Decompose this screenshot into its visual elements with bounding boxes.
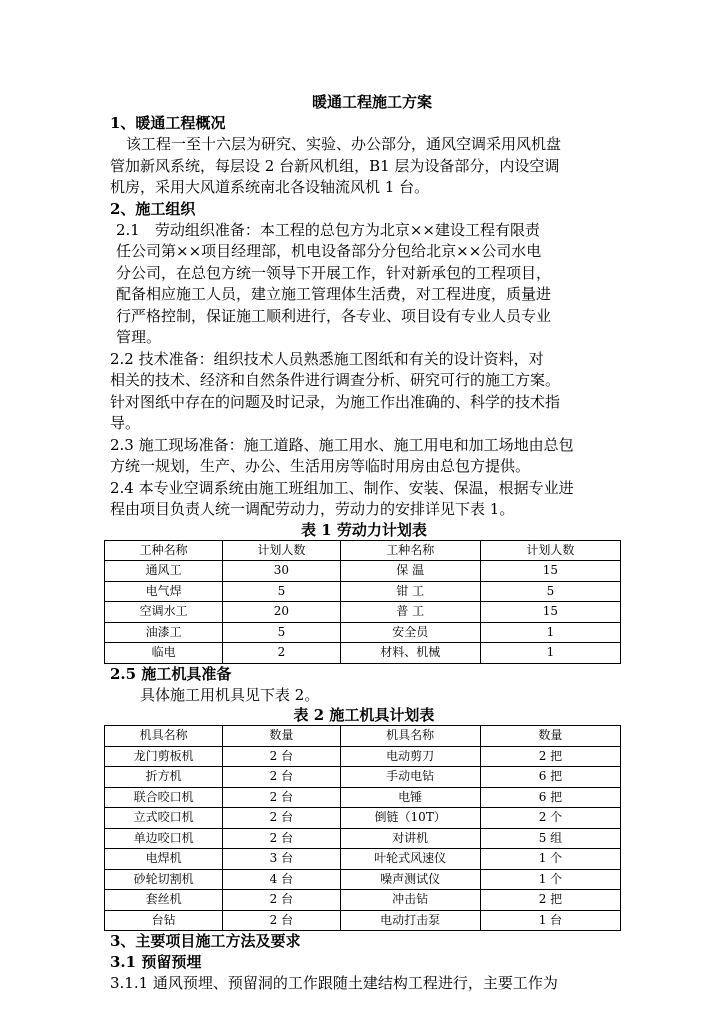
table-cell: 2 台 [223, 746, 340, 767]
section-1-heading: 1、暖通工程概况 [110, 114, 226, 132]
table-cell: 冲击钻 [340, 890, 480, 911]
table-row [105, 787, 621, 808]
equipment-plan-table [104, 725, 621, 931]
section-2-1-line: 管理。 [116, 328, 162, 346]
section-2-1-line: 配备相应施工人员，建立施工管理体生活费，对工程进度，质量进 [116, 285, 552, 303]
table-header-cell: 工种名称 [340, 540, 480, 561]
table-cell: 30 [223, 561, 340, 582]
table-cell: 15 [480, 561, 620, 582]
section-2-5-line: 具体施工用机具见下表 2。 [140, 685, 320, 704]
table-header-row [105, 726, 621, 747]
table-row [105, 808, 621, 829]
table-cell: 1 个 [480, 849, 620, 870]
section-3-1-heading: 3.1 预留预埋 [110, 953, 202, 971]
table-cell: 套丝机 [105, 890, 223, 911]
section-2-2-line: 2.2 技术准备：组织技术人员熟悉施工图纸和有关的设计资料，对 [110, 349, 544, 368]
table-header-cell: 工种名称 [105, 540, 223, 561]
table-header-cell: 计划人数 [223, 540, 340, 561]
table-cell: 单边咬口机 [105, 828, 223, 849]
table-cell: 立式咬口机 [105, 808, 223, 829]
table-row [105, 767, 621, 788]
labor-plan-table [104, 540, 621, 664]
table-header-cell: 机具名称 [340, 726, 480, 747]
document-title: 暖通工程施工方案 [311, 93, 432, 111]
table-cell: 电动剪刀 [340, 746, 480, 767]
table-row [105, 581, 621, 602]
table-cell: 电动打击泵 [340, 910, 480, 931]
section-2-3-line: 方统一规划，生产、办公、生活用房等临时用房由总包方提供。 [110, 457, 531, 475]
section-2-heading: 2、施工组织 [110, 199, 196, 218]
table-row [105, 869, 621, 890]
section-2-1-line: 任公司第××项目经理部，机电设备部分分包给北京××公司水电 [116, 242, 542, 260]
table-cell: 倒链（10T） [340, 808, 480, 829]
section-2-4-line: 2.4 本专业空调系统由施工班组加工、制作、安装、保温，根据专业进 [110, 478, 574, 497]
table-1-caption: 表 1 劳动力计划表 [301, 520, 427, 539]
table-cell: 5 组 [480, 828, 620, 849]
table-cell: 临电 [105, 643, 223, 664]
table-row [105, 622, 621, 643]
section-1-line: 管加新风系统，每层设 2 台新风机组，B1 层为设备部分，内设空调 [110, 156, 560, 175]
table-cell: 通风工 [105, 561, 223, 582]
table-row [105, 746, 621, 767]
table-header-row [105, 540, 621, 561]
section-2-1-line: 分公司，在总包方统一领导下开展工作，针对新承包的工程项目， [116, 263, 552, 282]
table-cell: 5 [223, 581, 340, 602]
section-3-heading: 3、主要项目施工方法及要求 [110, 932, 301, 950]
table-cell: 6 把 [480, 767, 620, 788]
section-2-2-line: 导。 [110, 414, 141, 432]
section-2-2-line: 相关的技术、经济和自然条件进行调查分析、研究可行的施工方案。 [110, 371, 561, 389]
table-cell: 油漆工 [105, 622, 223, 643]
table-cell: 台钻 [105, 910, 223, 931]
table-row [105, 643, 621, 664]
table-cell: 2 台 [223, 890, 340, 911]
table-cell: 钳 工 [340, 581, 480, 602]
table-cell: 联合咬口机 [105, 787, 223, 808]
table-cell: 1 [480, 622, 620, 643]
table-cell: 2 台 [223, 787, 340, 808]
table-cell: 2 把 [480, 890, 620, 911]
table-cell: 2 台 [223, 828, 340, 849]
table-cell: 对讲机 [340, 828, 480, 849]
table-cell: 15 [480, 602, 620, 623]
table-row [105, 910, 621, 931]
table-cell: 1 个 [480, 869, 620, 890]
table-row [105, 561, 621, 582]
table-row [105, 828, 621, 849]
table-row [105, 602, 621, 623]
table-header-cell: 数量 [223, 726, 340, 747]
table-cell: 2 台 [223, 910, 340, 931]
table-cell: 龙门剪板机 [105, 746, 223, 767]
section-3-1-1-line: 3.1.1 通风预埋、预留洞的工作跟随土建结构工程进行，主要工作为 [110, 974, 558, 992]
table-cell: 空调水工 [105, 602, 223, 623]
document-page [110, 92, 618, 995]
table-cell: 电锤 [340, 787, 480, 808]
section-2-3-line: 2.3 施工现场准备：施工道路、施工用水、施工用电和加工场地由总包 [110, 435, 574, 454]
table-header-cell: 机具名称 [105, 726, 223, 747]
table-cell: 保 温 [340, 561, 480, 582]
table-cell: 电气焊 [105, 581, 223, 602]
table-cell: 普 工 [340, 602, 480, 623]
table-cell: 3 台 [223, 849, 340, 870]
table-cell: 2 把 [480, 746, 620, 767]
table-header-cell: 数量 [480, 726, 620, 747]
table-cell: 噪声测试仪 [340, 869, 480, 890]
table-cell: 5 [480, 581, 620, 602]
table-cell: 2 [223, 643, 340, 664]
table-cell: 2 台 [223, 767, 340, 788]
table-cell: 1 台 [480, 910, 620, 931]
table-row [105, 849, 621, 870]
table-cell: 6 把 [480, 787, 620, 808]
table-cell: 5 [223, 622, 340, 643]
section-2-1-line: 2.1 劳动组织准备：本工程的总包方为北京××建设工程有限责 [116, 220, 540, 239]
section-2-5-heading: 2.5 施工机具准备 [110, 664, 232, 683]
section-2-2-line: 针对图纸中存在的问题及时记录，为施工作出准确的、科学的技术指 [110, 392, 561, 411]
section-1-line: 该工程一至十六层为研究、实验、办公部分，通风空调采用风机盘 [126, 135, 562, 153]
table-2-caption: 表 2 施工机具计划表 [293, 706, 435, 724]
table-cell: 4 台 [223, 869, 340, 890]
table-cell: 材料、机械 [340, 643, 480, 664]
section-2-1-line: 行严格控制，保证施工顺利进行，各专业、项目设有专业人员专业 [116, 306, 552, 325]
table-cell: 安全员 [340, 622, 480, 643]
table-header-cell: 计划人数 [480, 540, 620, 561]
table-cell: 砂轮切割机 [105, 869, 223, 890]
table-cell: 1 [480, 643, 620, 664]
table-cell: 电焊机 [105, 849, 223, 870]
table-cell: 2 个 [480, 808, 620, 829]
section-2-4-line: 程由项目负责人统一调配劳动力，劳动力的安排详见下表 1。 [110, 500, 515, 518]
table-cell: 手动电钻 [340, 767, 480, 788]
table-row [105, 890, 621, 911]
section-1-line: 机房，采用大风道系统南北各设轴流风机 1 台。 [110, 178, 430, 196]
table-cell: 折方机 [105, 767, 223, 788]
table-cell: 2 台 [223, 808, 340, 829]
table-cell: 叶轮式风速仪 [340, 849, 480, 870]
table-cell: 20 [223, 602, 340, 623]
